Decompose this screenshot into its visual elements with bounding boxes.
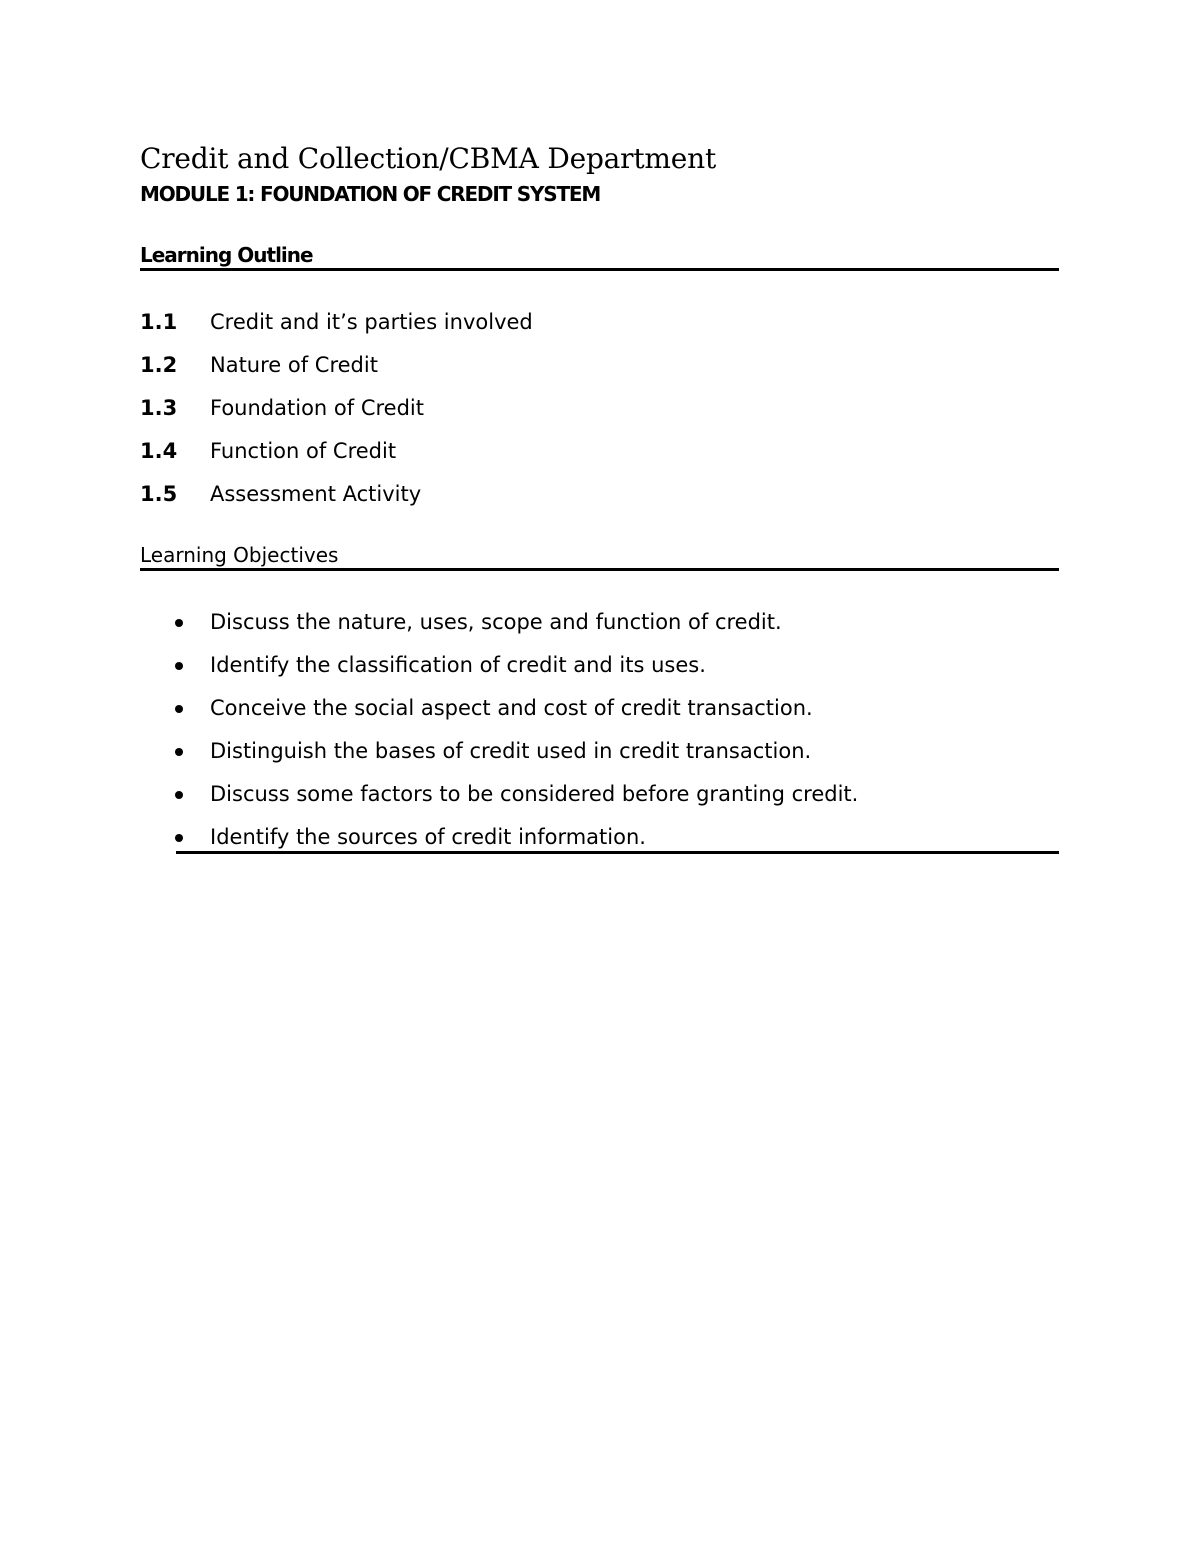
outline-item-number: 1.2	[140, 353, 178, 377]
learning-objectives-rule	[140, 568, 1059, 571]
bullet-icon	[175, 748, 183, 756]
bullet-icon	[175, 791, 183, 799]
objective-item-text: Conceive the social aspect and cost of credit transaction.	[210, 696, 813, 720]
module-title: MODULE 1: FOUNDATION OF CREDIT SYSTEM	[140, 182, 601, 206]
outline-item-text: Function of Credit	[210, 439, 397, 463]
bullet-icon	[175, 705, 183, 713]
outline-item-text: Nature of Credit	[210, 353, 378, 377]
outline-item-number: 1.1	[140, 310, 178, 334]
outline-item-number: 1.4	[140, 439, 178, 463]
outline-item-text: Foundation of Credit	[210, 396, 424, 420]
objective-item-text: Discuss the nature, uses, scope and function of credit.	[210, 610, 782, 634]
bullet-icon	[175, 619, 183, 627]
learning-outline-heading: Learning Outline	[140, 243, 313, 267]
outline-item-number: 1.5	[140, 482, 178, 506]
learning-outline-rule	[140, 268, 1059, 271]
outline-item-text: Assessment Activity	[210, 482, 422, 506]
objective-item-text: Identify the classification of credit and its uses.	[210, 653, 706, 677]
bullet-icon	[175, 662, 183, 670]
objective-item-text: Distinguish the bases of credit used in credit transaction.	[210, 739, 812, 763]
objectives-bottom-rule	[176, 851, 1059, 854]
objective-item-text: Identify the sources of credit information.	[210, 825, 646, 849]
outline-item-number: 1.3	[140, 396, 178, 420]
learning-objectives-heading: Learning Objectives	[140, 543, 339, 567]
department-title: Credit and Collection/CBMA Department	[140, 142, 717, 175]
outline-item-text: Credit and it’s parties involved	[210, 310, 533, 334]
objective-item-text: Discuss some factors to be considered before granting credit.	[210, 782, 859, 806]
bullet-icon	[175, 834, 183, 842]
